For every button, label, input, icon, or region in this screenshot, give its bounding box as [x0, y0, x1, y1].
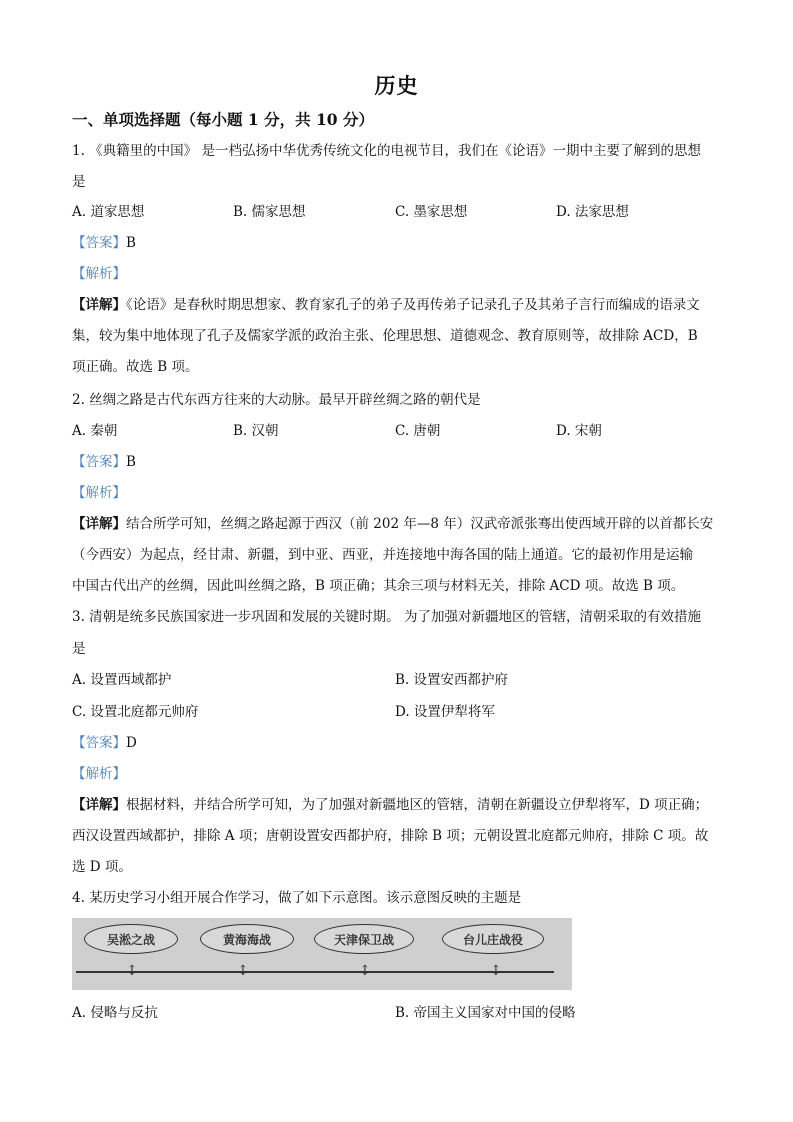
q2-analysis-label	[72, 484, 126, 502]
q4-option-b: B. 帝国主义国家对中国的侵略	[395, 1005, 576, 1021]
figure-label-wusong: 吴淞之战	[84, 924, 178, 954]
q1-answer	[72, 234, 136, 252]
q3-option-a: A. 设置西域都护	[72, 672, 172, 688]
answer-label: 【答案】	[72, 735, 126, 751]
answer-value: D	[126, 735, 137, 751]
question-3-stem: 3. 清朝是统多民族国家进一步巩固和发展的关键时期。 为了加强对新疆地区的管辖，清朝采取的有效措施	[72, 609, 701, 625]
q2-option-b: B. 汉朝	[233, 423, 279, 439]
answer-value: B	[126, 235, 136, 251]
q3-detail-1	[72, 796, 708, 814]
analysis-label: 【解析】	[72, 766, 126, 782]
q3-detail-3: 选 D 项。	[72, 859, 132, 875]
q1-detail-3: 项正确。故选 B 项。	[72, 359, 199, 375]
q3-option-d: D. 设置伊犁将军	[395, 704, 495, 720]
page-title: 历史	[374, 73, 419, 98]
q4-option-a: A. 侵略与反抗	[72, 1005, 158, 1021]
q1-option-a: A. 道家思想	[72, 204, 145, 220]
q3-detail-2: 西汉设置西域都护，排除 A 项；唐朝设置安西都护府，排除 B 项；元朝设置北庭都元帅府，排除 C 项。故	[72, 828, 709, 844]
detail-text: 结合所学可知，丝绸之路起源于西汉（前 202 年—8 年）汉武帝派张骞出使西域开辟的以首都长安	[126, 516, 714, 532]
question-3-stem-cont: 是	[72, 641, 86, 657]
question-1-stem-cont: 是	[72, 174, 86, 190]
double-arrow-icon: ↕	[490, 963, 502, 979]
analysis-label: 【解析】	[72, 266, 126, 282]
detail-text: 《论语》是春秋时期思想家、教育家孔子的弟子及再传弟子记录孔子及其弟子言行而编成的语录文	[126, 297, 700, 313]
question-1-stem: 1. 《典籍里的中国》 是一档弘扬中华优秀传统文化的电视节目，我们在《论语》一期中主要了解到的思想	[72, 143, 701, 159]
analysis-label: 【解析】	[72, 485, 126, 501]
figure-label-tianjin: 天津保卫战	[314, 924, 414, 954]
q2-answer	[72, 453, 136, 471]
q2-option-a: A. 秦朝	[72, 423, 118, 439]
question-4-stem: 4. 某历史学习小组开展合作学习，做了如下示意图。该示意图反映的主题是	[72, 890, 522, 906]
q1-option-b: B. 儒家思想	[233, 204, 306, 220]
answer-value: B	[126, 454, 136, 470]
q2-option-c: C. 唐朝	[395, 423, 441, 439]
q1-option-c: C. 墨家思想	[395, 204, 468, 220]
detail-label: 【详解】	[72, 797, 126, 813]
q3-analysis-label	[72, 765, 126, 783]
q1-detail-2: 集，较为集中地体现了孔子及儒家学派的政治主张、伦理思想、道德观念、教育原则等，故排除 ACD，B	[72, 328, 698, 344]
timeline-line	[76, 971, 554, 973]
detail-label: 【详解】	[72, 516, 126, 532]
q2-detail-2: （今西安）为起点，经甘肃、新疆，到中亚、西亚，并连接地中海各国的陆上通道。它的最初作用是运输	[72, 547, 693, 563]
section-heading: 一、单项选择题（每小题 1 分，共 10 分）	[72, 110, 374, 129]
q2-detail-1	[72, 515, 713, 533]
answer-label: 【答案】	[72, 454, 126, 470]
figure-label-huanghai: 黄海海战	[200, 924, 294, 954]
detail-label: 【详解】	[72, 297, 126, 313]
q1-analysis-label	[72, 265, 126, 283]
double-arrow-icon: ↕	[237, 963, 249, 979]
answer-label: 【答案】	[72, 235, 126, 251]
q1-option-d: D. 法家思想	[556, 204, 629, 220]
double-arrow-icon: ↕	[359, 963, 371, 979]
q2-detail-3: 中国古代出产的丝绸，因此叫丝绸之路，B 项正确；其余三项与材料无关，排除 ACD 项。故选 B 项。	[72, 578, 685, 594]
detail-text: 根据材料，并结合所学可知，为了加强对新疆地区的管辖，清朝在新疆设立伊犁将军，D 项正确；	[126, 797, 709, 813]
q3-option-b: B. 设置安西都护府	[395, 672, 509, 688]
q1-detail-1	[72, 296, 700, 314]
question-2-stem: 2. 丝绸之路是古代东西方往来的大动脉。最早开辟丝绸之路的朝代是	[72, 392, 481, 408]
figure-label-taierzhuang: 台儿庄战役	[442, 924, 544, 954]
double-arrow-icon: ↕	[126, 963, 138, 979]
q2-option-d: D. 宋朝	[556, 423, 602, 439]
q3-answer	[72, 734, 137, 752]
battle-timeline-figure	[72, 918, 572, 990]
q3-option-c: C. 设置北庭都元帅府	[72, 704, 199, 720]
